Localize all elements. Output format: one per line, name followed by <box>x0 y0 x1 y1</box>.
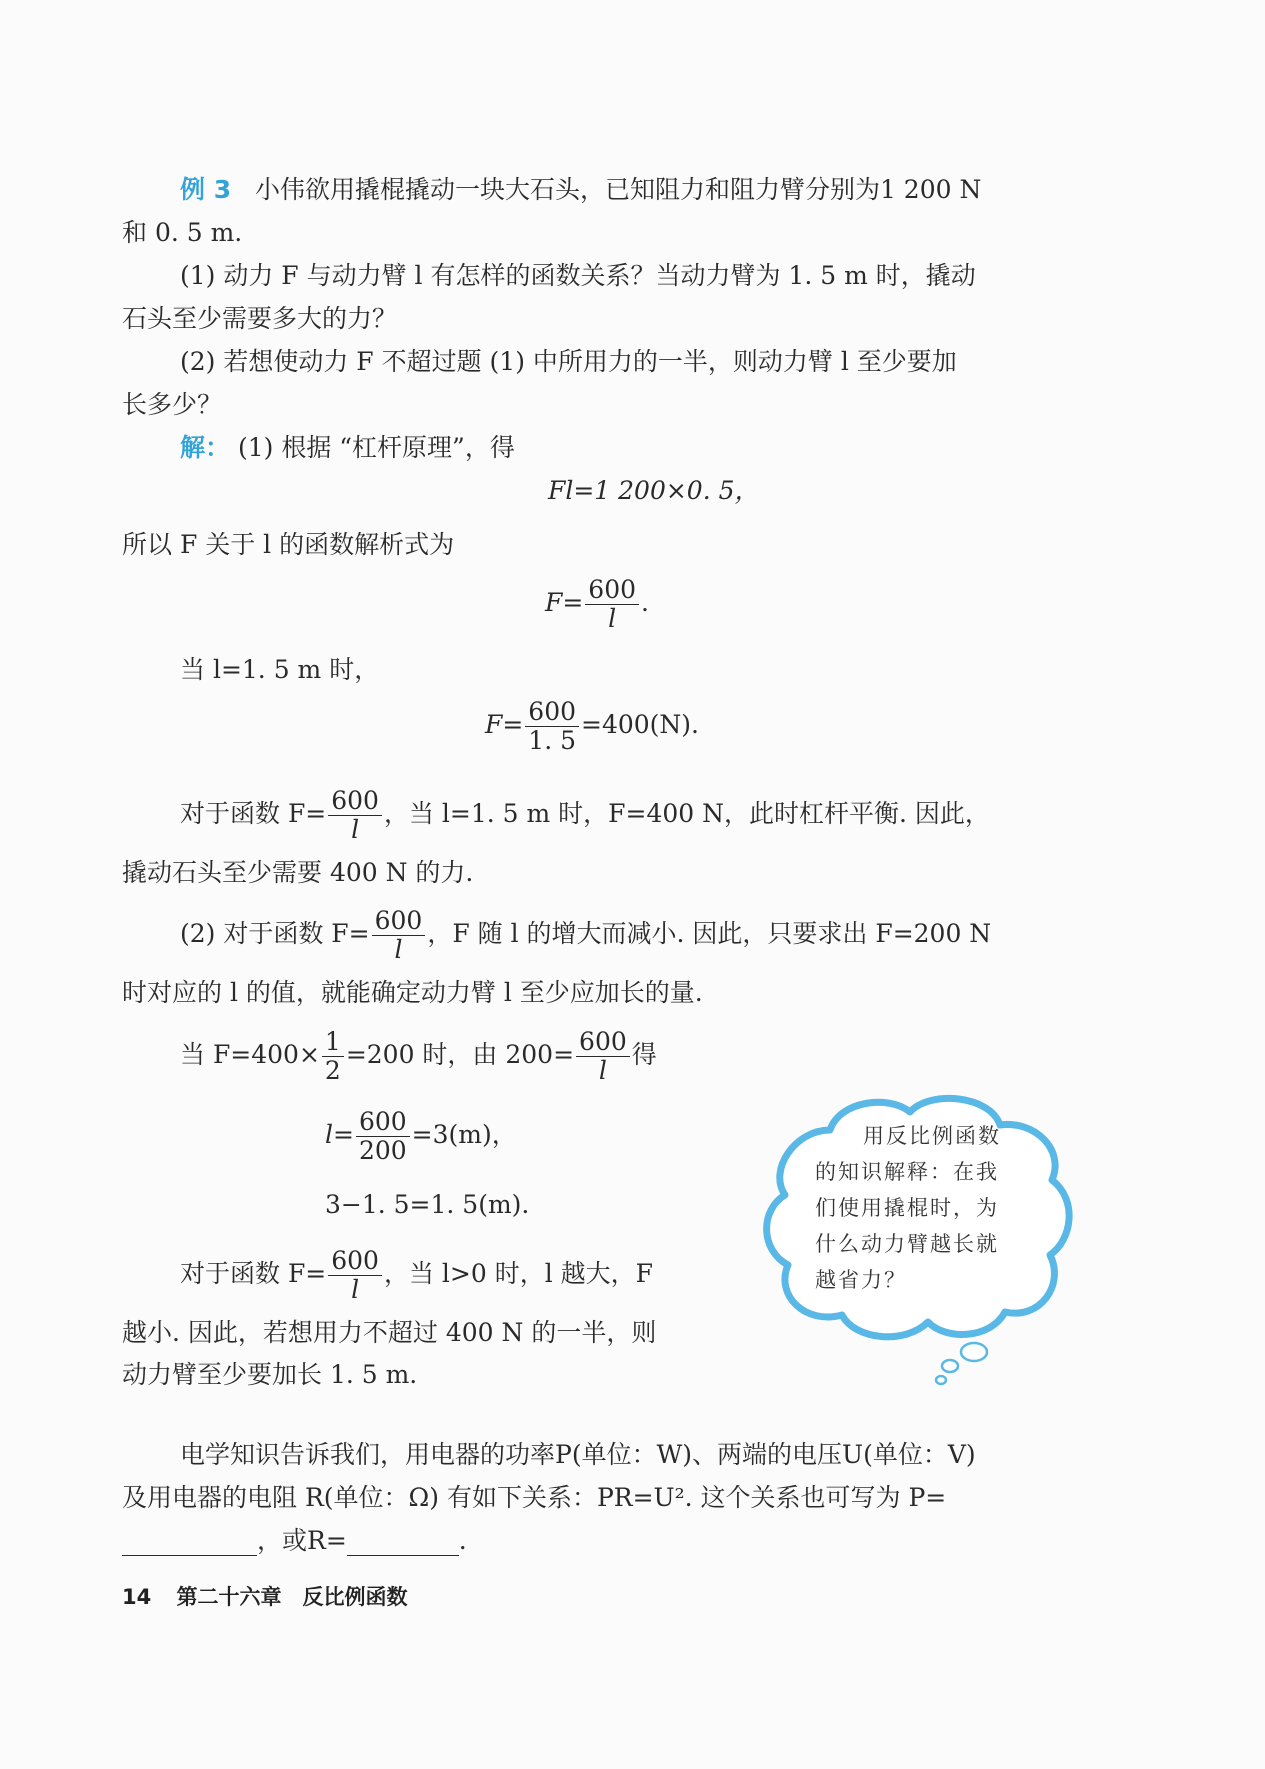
electric-line-1: 电学知识告诉我们，用电器的功率P(单位：W)、两端的电压U(单位：V) <box>180 1440 976 1469</box>
equation-5: 3−1. 5=1. 5(m). <box>325 1190 530 1219</box>
question-1-line-1: (1) 动力 F 与动力臂 l 有怎样的函数关系？当动力臂为 1. 5 m 时，撬动 <box>180 261 976 290</box>
solution-step-2: 所以 F 关于 l 的函数解析式为 <box>122 530 455 559</box>
fraction: $\frac{1}{2}$ <box>322 1028 344 1085</box>
solution-step-7-line-2: 越小. 因此，若想用力不超过 400 N 的一半，则 <box>122 1318 657 1347</box>
thought-cloud-text: 用反比例函数 的知识解释：在我 们使用撬棍时，为 什么动力臂越长就 越省力？ <box>815 1124 1001 1292</box>
solution-step-5-line-2: 时对应的 l 的值，就能确定动力臂 l 至少应加长的量. <box>122 978 703 1007</box>
fraction: $\frac{600}{l}$ <box>576 1028 630 1085</box>
electric-line-3: ，或R= . <box>122 1526 467 1556</box>
solution-label: 解： <box>180 433 231 462</box>
solution-line-1 <box>180 433 515 463</box>
answer-blank-1[interactable] <box>122 1529 257 1556</box>
question-1-line-2: 石头至少需要多大的力？ <box>122 304 398 333</box>
equation-1: Fl=1 200×0. 5， <box>548 476 760 505</box>
answer-blank-2[interactable] <box>347 1529 459 1556</box>
electric-line-2: 及用电器的电阻 R(单位：Ω) 有如下关系：PR=U². 这个关系也可写为 P= <box>122 1483 947 1512</box>
solution-step-7: 对于函数 F= $\frac{600}{l}$ ，当 l>0 时，l 越大，F <box>180 1246 654 1304</box>
equation-4: l= $\frac{600}{200}$ =3(m)， <box>325 1107 517 1165</box>
page-number: 14 <box>122 1585 152 1609</box>
question-2-line-2: 长多少？ <box>122 390 223 419</box>
solution-step-4-line-2: 撬动石头至少需要 400 N 的力. <box>122 858 474 887</box>
page-footer <box>122 1584 408 1610</box>
solution-step-1: (1) 根据 “杠杆原理”，得 <box>237 433 515 462</box>
example-line-1 <box>180 175 981 205</box>
fraction: $\frac{600}{l}$ <box>372 907 426 964</box>
solution-step-7-line-3: 动力臂至少要加长 1. 5 m. <box>122 1360 418 1389</box>
fraction: $\frac{600}{l}$ <box>585 576 639 633</box>
example-line-2: 和 0. 5 m. <box>122 218 243 247</box>
fraction: $\frac{600}{1. 5}$ <box>525 698 579 755</box>
example-text: 小伟欲用撬棍撬动一块大石头，已知阻力和阻力臂分别为1 200 N <box>254 175 982 204</box>
fraction: $\frac{600}{200}$ <box>356 1108 410 1165</box>
solution-step-3: 当 l=1. 5 m 时， <box>180 655 380 684</box>
equation-3: F= $\frac{600}{1. 5}$ =400(N). <box>485 697 700 755</box>
chapter-title: 第二十六章 反比例函数 <box>176 1585 408 1609</box>
fraction: $\frac{600}{l}$ <box>328 787 382 844</box>
equation-2: F= $\frac{600}{l}$ . <box>545 575 649 633</box>
fraction: $\frac{600}{l}$ <box>328 1247 382 1304</box>
question-2-line-1: (2) 若想使动力 F 不超过题 (1) 中所用力的一半，则动力臂 l 至少要加 <box>180 347 957 376</box>
solution-step-6: 当 F=400× $\frac{1}{2}$ =200 时，由 200= $\frac{600}{l}$ 得 <box>180 1027 657 1085</box>
example-label: 例 3 <box>180 175 232 204</box>
solution-step-5: (2) 对于函数 F= $\frac{600}{l}$ ，F 随 l 的增大而减小. 因此，只要求出 F=200 N <box>180 906 992 964</box>
solution-step-4: 对于函数 F= $\frac{600}{l}$ ，当 l=1. 5 m 时，F=400 N，此时杠杆平衡. 因此， <box>180 786 990 844</box>
